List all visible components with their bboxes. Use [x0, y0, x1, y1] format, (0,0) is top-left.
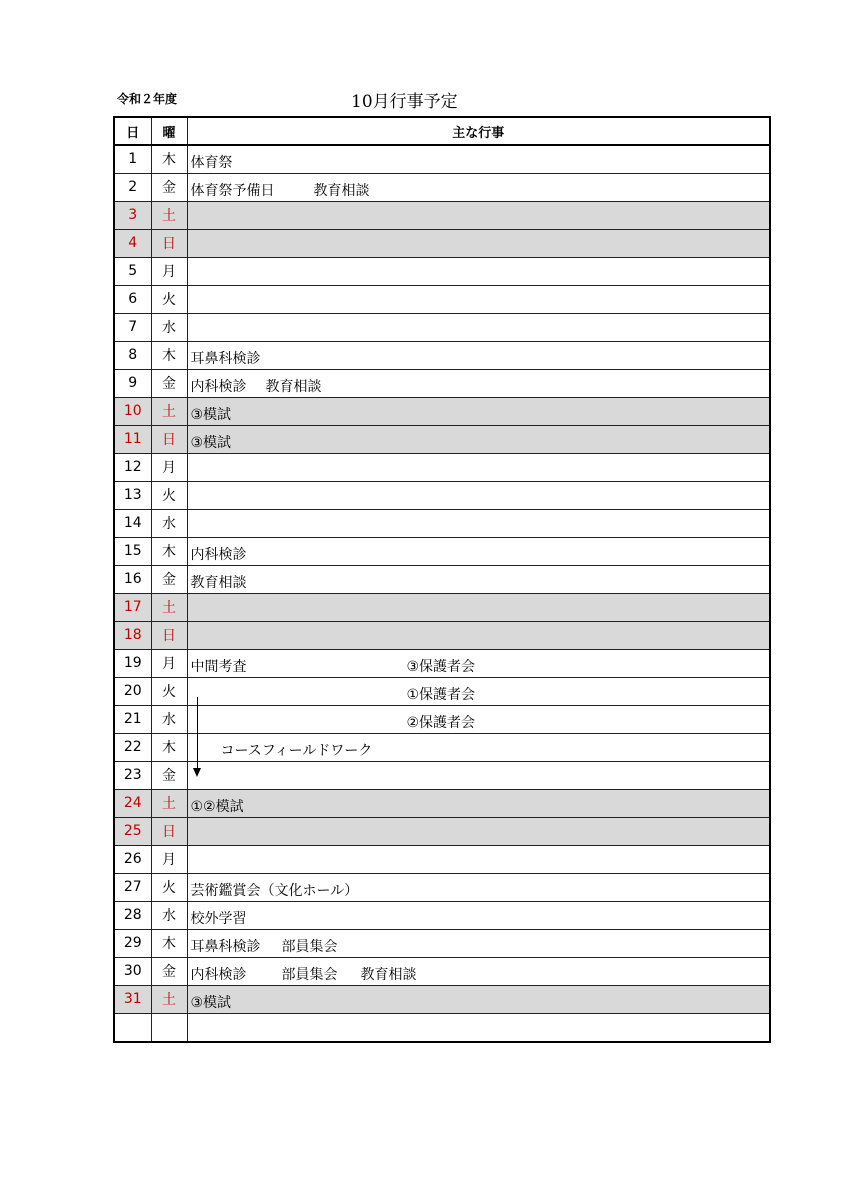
day-cell: 15	[114, 537, 151, 565]
schedule-table	[113, 116, 771, 1043]
weekday-cell: 月	[151, 257, 187, 285]
day-cell: 6	[114, 285, 151, 313]
weekday-cell: 木	[151, 929, 187, 957]
day-cell: 20	[114, 677, 151, 705]
events-cell	[187, 201, 770, 229]
weekday-cell: 木	[151, 537, 187, 565]
events-cell	[187, 341, 770, 369]
event-text: 部員集会	[281, 938, 338, 955]
events-cell	[187, 649, 770, 677]
events-cell	[187, 145, 770, 173]
event-text: 内科検診	[190, 966, 247, 983]
day-cell: 4	[114, 229, 151, 257]
table-row	[114, 565, 770, 593]
day-cell: 31	[114, 985, 151, 1013]
weekday-cell: 月	[151, 649, 187, 677]
column-header-weekday: 曜	[151, 117, 187, 145]
weekday-cell: 金	[151, 369, 187, 397]
events-cell	[187, 677, 770, 705]
day-cell: 22	[114, 733, 151, 761]
table-row	[114, 509, 770, 537]
events-cell	[187, 173, 770, 201]
table-row	[114, 397, 770, 425]
table-row	[114, 537, 770, 565]
event-text: ①②模試	[190, 798, 244, 815]
event-text: 教育相談	[265, 378, 322, 395]
weekday-cell: 月	[151, 845, 187, 873]
events-cell	[187, 985, 770, 1013]
day-cell: 27	[114, 873, 151, 901]
blank-cell	[151, 1013, 187, 1042]
blank-cell	[114, 1013, 151, 1042]
table-row	[114, 145, 770, 173]
table-row	[114, 593, 770, 621]
weekday-cell: 火	[151, 285, 187, 313]
events-cell	[187, 453, 770, 481]
table-row	[114, 369, 770, 397]
day-cell: 23	[114, 761, 151, 789]
day-cell: 12	[114, 453, 151, 481]
day-cell: 3	[114, 201, 151, 229]
table-header-row	[114, 117, 770, 145]
day-cell: 18	[114, 621, 151, 649]
fiscal-year-label: 令和２年度	[117, 92, 178, 106]
table-row	[114, 817, 770, 845]
blank-cell	[187, 1013, 770, 1042]
weekday-cell: 水	[151, 901, 187, 929]
weekday-cell: 土	[151, 789, 187, 817]
events-cell	[187, 509, 770, 537]
weekday-cell: 日	[151, 425, 187, 453]
day-cell: 21	[114, 705, 151, 733]
table-row	[114, 705, 770, 733]
blank-row	[114, 1013, 770, 1042]
day-cell: 26	[114, 845, 151, 873]
weekday-cell: 日	[151, 621, 187, 649]
weekday-cell: 土	[151, 397, 187, 425]
weekday-cell: 月	[151, 453, 187, 481]
table-row	[114, 985, 770, 1013]
day-cell: 14	[114, 509, 151, 537]
day-cell: 8	[114, 341, 151, 369]
table-row	[114, 201, 770, 229]
events-cell	[187, 817, 770, 845]
table-row	[114, 901, 770, 929]
event-text: 芸術鑑賞会（文化ホール）	[190, 882, 359, 899]
weekday-cell: 水	[151, 313, 187, 341]
table-row	[114, 341, 770, 369]
event-text: ③模試	[190, 406, 232, 423]
event-text: 内科検診	[190, 378, 247, 395]
events-cell	[187, 873, 770, 901]
table-row	[114, 481, 770, 509]
events-cell	[187, 425, 770, 453]
events-cell	[187, 929, 770, 957]
day-cell: 24	[114, 789, 151, 817]
table-row	[114, 733, 770, 761]
day-cell: 2	[114, 173, 151, 201]
events-cell	[187, 593, 770, 621]
event-text: ③保護者会	[406, 658, 476, 675]
event-text: 体育祭	[190, 155, 233, 171]
events-cell	[187, 285, 770, 313]
table-row	[114, 789, 770, 817]
event-text: コースフィールドワーク	[220, 742, 373, 759]
day-cell: 13	[114, 481, 151, 509]
event-text: ③模試	[190, 434, 232, 451]
event-text: ③模試	[190, 994, 232, 1011]
weekday-cell: 日	[151, 229, 187, 257]
day-cell: 10	[114, 397, 151, 425]
day-cell: 16	[114, 565, 151, 593]
events-cell	[187, 733, 770, 761]
weekday-cell: 金	[151, 761, 187, 789]
weekday-cell: 金	[151, 565, 187, 593]
table-row	[114, 173, 770, 201]
table-row	[114, 957, 770, 985]
table-row	[114, 761, 770, 789]
events-cell	[187, 789, 770, 817]
events-cell	[187, 369, 770, 397]
table-row	[114, 873, 770, 901]
table-row	[114, 677, 770, 705]
events-cell	[187, 621, 770, 649]
weekday-cell: 土	[151, 593, 187, 621]
weekday-cell: 土	[151, 201, 187, 229]
day-cell: 7	[114, 313, 151, 341]
day-cell: 5	[114, 257, 151, 285]
event-text: 校外学習	[190, 910, 247, 927]
events-cell	[187, 257, 770, 285]
event-text: 内科検診	[190, 546, 247, 563]
event-text: 教育相談	[360, 966, 417, 983]
column-header-day: 日	[114, 117, 151, 145]
column-header-events: 主な行事	[187, 117, 770, 145]
day-cell: 9	[114, 369, 151, 397]
event-text: ②保護者会	[406, 714, 476, 731]
weekday-cell: 金	[151, 173, 187, 201]
table-row	[114, 929, 770, 957]
exam-period-arrow	[197, 697, 198, 775]
weekday-cell: 木	[151, 145, 187, 173]
page-title: 10月行事予定	[351, 92, 458, 112]
events-cell	[187, 565, 770, 593]
table-row	[114, 845, 770, 873]
events-cell	[187, 481, 770, 509]
day-cell: 1	[114, 145, 151, 173]
table-row	[114, 621, 770, 649]
event-text: 中間考査	[190, 658, 247, 675]
event-text: ①保護者会	[406, 686, 476, 703]
table-row	[114, 453, 770, 481]
event-text: 耳鼻科検診	[190, 350, 261, 367]
events-cell	[187, 537, 770, 565]
day-cell: 28	[114, 901, 151, 929]
weekday-cell: 日	[151, 817, 187, 845]
events-cell	[187, 957, 770, 985]
events-cell	[187, 845, 770, 873]
weekday-cell: 金	[151, 957, 187, 985]
table-row	[114, 257, 770, 285]
weekday-cell: 火	[151, 677, 187, 705]
events-cell	[187, 705, 770, 733]
table-row	[114, 425, 770, 453]
weekday-cell: 火	[151, 873, 187, 901]
table-row	[114, 229, 770, 257]
table-row	[114, 285, 770, 313]
events-cell	[187, 397, 770, 425]
weekday-cell: 土	[151, 985, 187, 1013]
events-cell	[187, 229, 770, 257]
day-cell: 25	[114, 817, 151, 845]
event-text: 教育相談	[313, 182, 370, 199]
weekday-cell: 水	[151, 509, 187, 537]
events-cell	[187, 761, 770, 789]
weekday-cell: 木	[151, 341, 187, 369]
table-row	[114, 649, 770, 677]
weekday-cell: 木	[151, 733, 187, 761]
events-cell	[187, 313, 770, 341]
event-text: 部員集会	[281, 966, 338, 983]
arrow-head-icon	[193, 768, 201, 777]
event-text: 教育相談	[190, 574, 247, 591]
day-cell: 19	[114, 649, 151, 677]
day-cell: 17	[114, 593, 151, 621]
day-cell: 29	[114, 929, 151, 957]
events-cell	[187, 901, 770, 929]
table-row	[114, 313, 770, 341]
day-cell: 11	[114, 425, 151, 453]
day-cell: 30	[114, 957, 151, 985]
event-text: 耳鼻科検診	[190, 938, 261, 955]
weekday-cell: 火	[151, 481, 187, 509]
event-text: 体育祭予備日	[190, 182, 275, 199]
weekday-cell: 水	[151, 705, 187, 733]
